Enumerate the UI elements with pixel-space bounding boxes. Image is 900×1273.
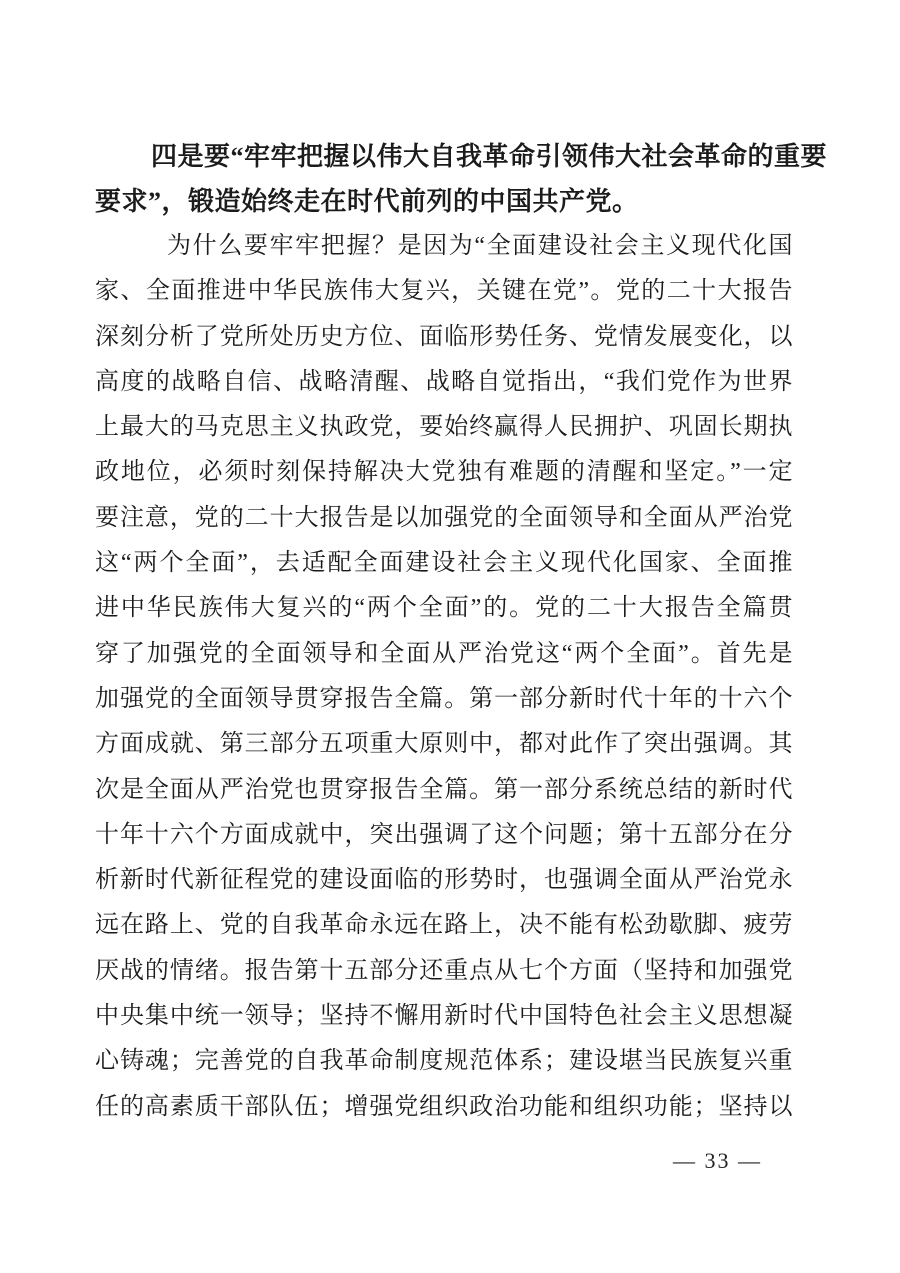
heading-line: 要求”，锻造始终走在时代前列的中国共产党。	[95, 187, 639, 216]
text-block	[95, 134, 828, 1130]
body-text-line: 远在路上、党的自我革命永远在路上，决不能有松劲歇脚、疲劳	[95, 912, 793, 939]
body-text-line: 次是全面从严治党也贯穿报告全篇。第一部分系统总结的新时代	[95, 776, 793, 803]
body-text-line: 十年十六个方面成就中，突出强调了这个问题；第十五部分在分	[95, 821, 793, 848]
body-text-line: 为什么要牢牢把握？是因为“全面建设社会主义现代化国	[167, 233, 793, 259]
body-paragraph	[95, 224, 793, 1130]
body-text-line: 析新时代新征程党的建设面临的形势时，也强调全面从严治党永	[95, 867, 793, 894]
body-text-line: 任的高素质干部队伍；增强党组织政治功能和组织功能；坚持以	[95, 1093, 793, 1120]
body-text-line: 加强党的全面领导贯穿报告全篇。第一部分新时代十年的十六个	[95, 685, 793, 712]
body-text-line: 中央集中统一领导；坚持不懈用新时代中国特色社会主义思想凝	[95, 1003, 793, 1030]
body-text-line: 家、全面推进中华民族伟大复兴，关键在党”。党的二十大报告	[95, 278, 793, 305]
body-text-line: 上最大的马克思主义执政党，要始终赢得人民拥护、巩固长期执	[95, 414, 793, 441]
body-text-line: 厌战的情绪。报告第十五部分还重点从七个方面（坚持和加强党	[95, 957, 793, 984]
heading-line: 四是要“牢牢把握以伟大自我革命引领伟大社会革命的重要	[151, 142, 828, 171]
body-text-line: 要注意，党的二十大报告是以加强党的全面领导和全面从严治党	[95, 504, 793, 531]
body-text-line: 高度的战略自信、战略清醒、战略自觉指出，“我们党作为世界	[95, 368, 793, 395]
body-text-line: 穿了加强党的全面领导和全面从严治党这“两个全面”。首先是	[95, 640, 793, 667]
body-text-line: 心铸魂；完善党的自我革命制度规范体系；建设堪当民族复兴重	[95, 1048, 793, 1075]
body-text-line: 方面成就、第三部分五项重大原则中，都对此作了突出强调。其	[95, 731, 793, 758]
body-text-line: 政地位，必须时刻保持解决大党独有难题的清醒和坚定。”一定	[95, 459, 793, 486]
page-number: — 33 —	[673, 1148, 762, 1173]
body-text-line: 深刻分析了党所处历史方位、面临形势任务、党情发展变化，以	[95, 323, 793, 350]
body-text-line: 这“两个全面”，去适配全面建设社会主义现代化国家、全面推	[95, 550, 793, 577]
body-text-line: 进中华民族伟大复兴的“两个全面”的。党的二十大报告全篇贯	[95, 595, 793, 622]
section-heading	[95, 134, 828, 224]
